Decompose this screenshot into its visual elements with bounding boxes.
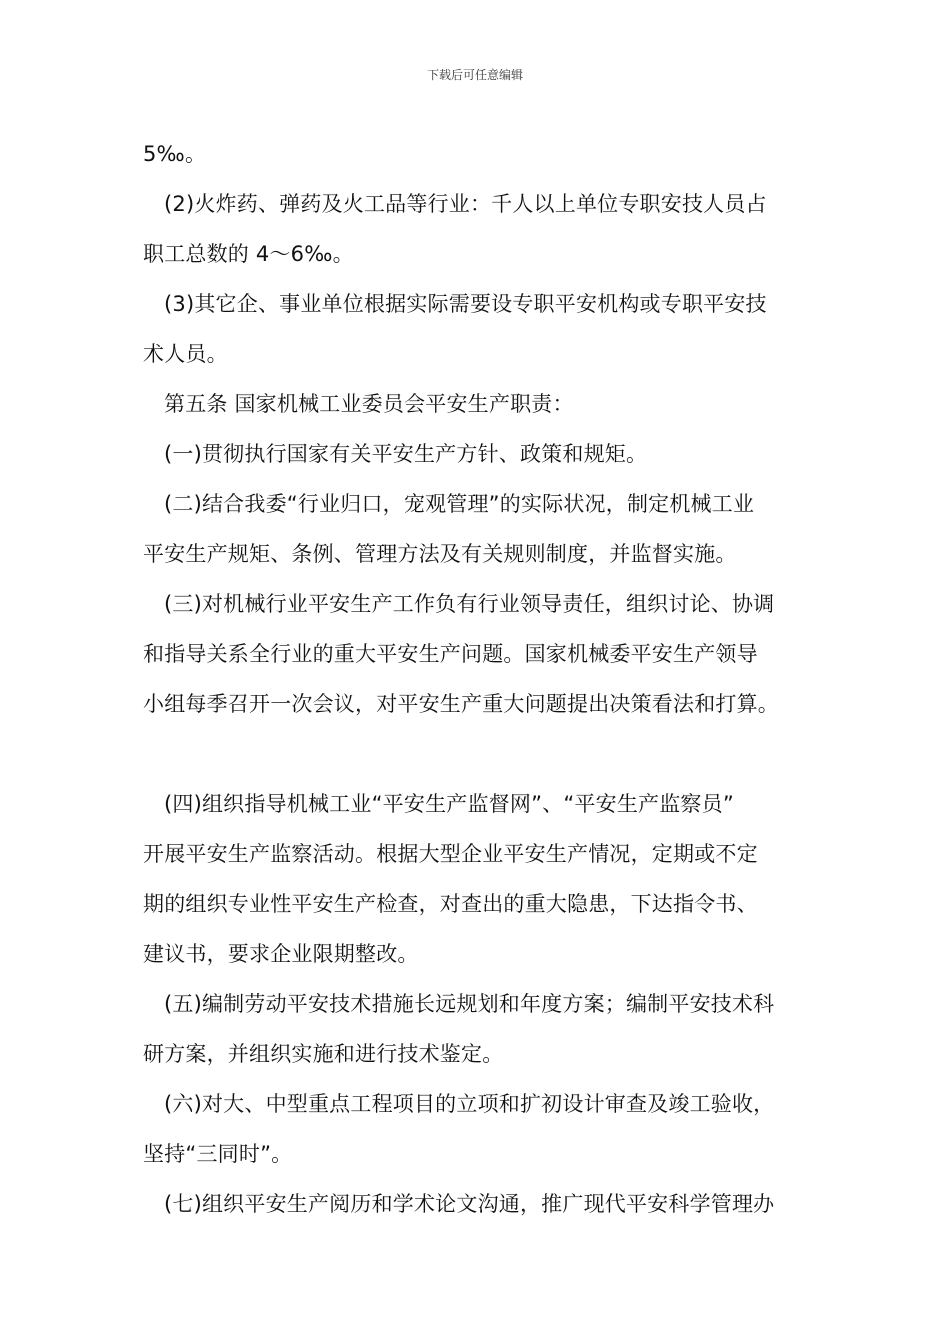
text-line: 和指导关系全行业的重大平安生产问题。国家机械委平安生产领导 [143, 642, 758, 666]
text-line: 职工总数的 4～6‰。 [143, 242, 354, 266]
text-line: (五)编制劳动平安技术措施长远规划和年度方案；编制平安技术科 [164, 992, 775, 1016]
text-line: (三)对机械行业平安生产工作负有行业领导责任，组织讨论、协调 [164, 592, 775, 616]
text-line: 5‰。 [143, 142, 207, 166]
text-line: 建议书，要求企业限期整改。 [143, 942, 419, 966]
text-line: 第五条 国家机械工业委员会平安生产职责： [164, 392, 574, 416]
text-line: (四)组织指导机械工业“平安生产监督网”、“平安生产监察员” [164, 792, 734, 816]
text-line: (一)贯彻执行国家有关平安生产方针、政策和规矩。 [164, 442, 648, 466]
text-line: 研方案，并组织实施和进行技术鉴定。 [143, 1042, 504, 1066]
text-line: (3)其它企、事业单位根据实际需要设专职平安机构或专职平安技 [164, 292, 767, 316]
text-line: (2)火炸药、弹药及火工品等行业：千人以上单位专职安技人员占 [164, 192, 767, 216]
text-line: 期的组织专业性平安生产检查，对查出的重大隐患，下达指令书、 [143, 892, 758, 916]
text-line: 术人员。 [143, 342, 228, 366]
text-line: (七)组织平安生产阅历和学术论文沟通，推广现代平安科学管理办 [164, 1192, 775, 1216]
text-line: 开展平安生产监察活动。根据大型企业平安生产情况，定期或不定 [143, 842, 758, 866]
text-line: 小组每季召开一次会议，对平安生产重大问题提出决策看法和打算。 [143, 692, 779, 716]
text-line: (六)对大、中型重点工程项目的立项和扩初设计审查及竣工验收， [164, 1092, 775, 1116]
text-line: (二)结合我委“行业归口，宠观管理”的实际状况，制定机械工业 [164, 492, 755, 516]
page-header: 下载后可任意编辑 [426, 68, 523, 82]
paragraph-gap [143, 729, 823, 779]
text-line: 平安生产规矩、条例、管理方法及有关规则制度，并监督实施。 [143, 542, 737, 566]
document-body [143, 129, 823, 1229]
text-line: 坚持“三同时”。 [143, 1142, 293, 1166]
